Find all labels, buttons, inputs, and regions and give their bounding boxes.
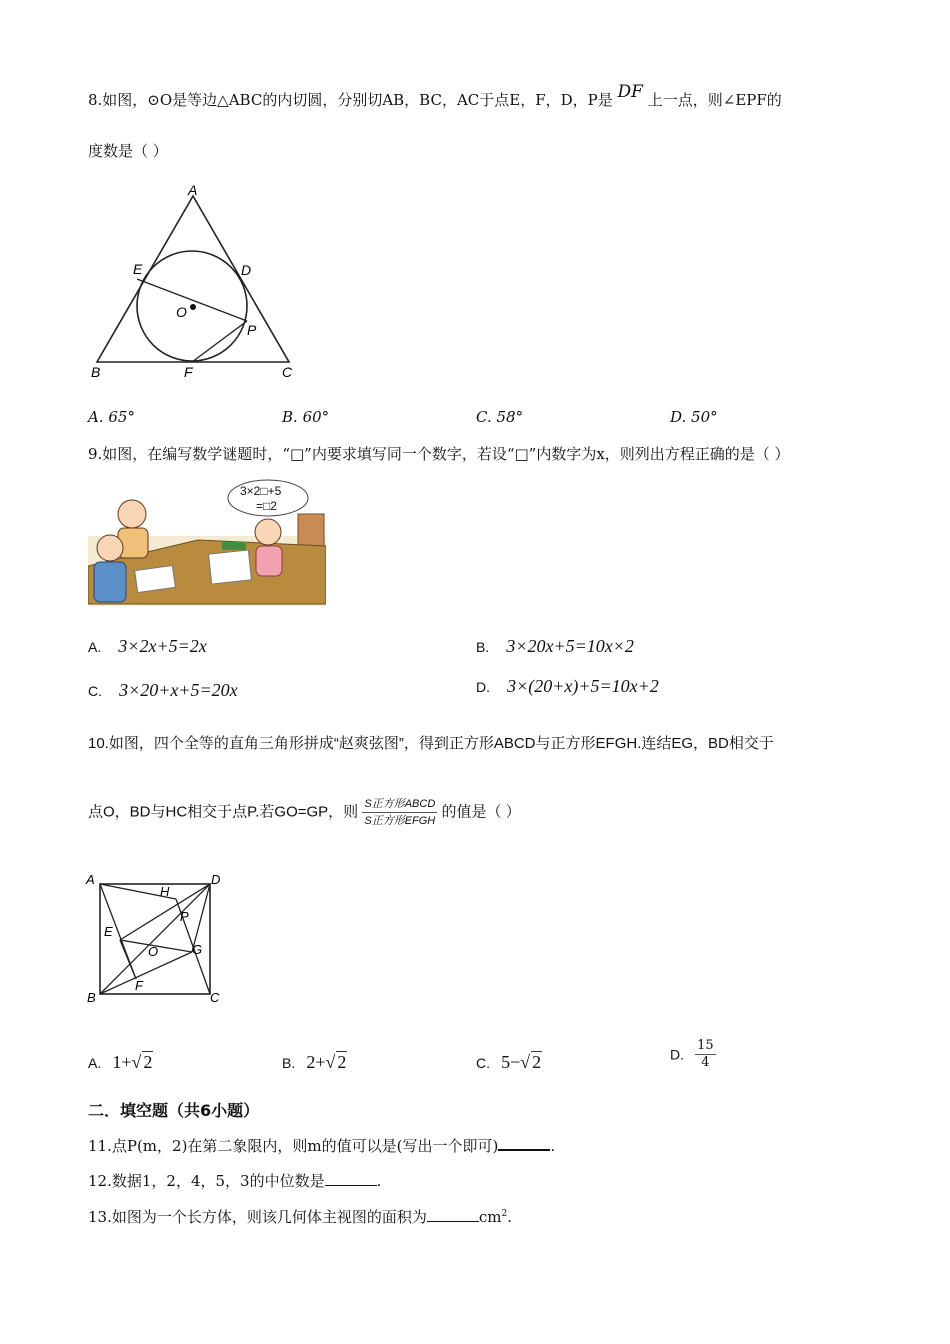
label-b: B xyxy=(87,990,96,1005)
q10-line2: 点O，BD与HC相交于点P.若GO=GP，则 $\frac{\text{S正方形ABCD}}{\text{S正方形EFGH}}$ 的值是（ ） xyxy=(88,798,521,827)
label-f: F xyxy=(184,364,193,380)
q9-option-b: B. 3×20x+5=10x×2 xyxy=(476,636,634,656)
boy-sitting-head xyxy=(97,535,123,561)
q10-option-d: D. $\frac{15}{4}$ xyxy=(670,1038,714,1070)
area-ratio-fraction: $\frac{\text{S正方形ABCD}}{\text{S正方形EFGH}}$ xyxy=(364,798,436,827)
q13-answer-blank[interactable] xyxy=(427,1207,479,1222)
label-e: E xyxy=(104,924,113,939)
label-e: E xyxy=(133,261,143,277)
q10-figure xyxy=(84,870,229,1010)
q12-text: 12.数据1，2，4，5，3的中位数是 . xyxy=(88,1172,382,1190)
boy-standing-head xyxy=(118,500,146,528)
label-a: A xyxy=(188,182,198,198)
q8-option-b: B. 60° xyxy=(282,408,330,426)
label-o: O xyxy=(148,944,159,959)
q9-illustration xyxy=(88,476,326,606)
segment-ep xyxy=(137,279,247,321)
label-b: B xyxy=(91,364,101,380)
q8-figure xyxy=(85,180,305,385)
girl-body xyxy=(256,546,282,576)
q8-line1: 8.如图，⊙O是等边△ABC的内切圆，分别切AB，BC，AC于点E，F，D，P是 DF 上一点，则∠EPF的 xyxy=(88,82,782,109)
label-f: F xyxy=(135,978,143,993)
diagonal-bd xyxy=(100,884,210,994)
book-stack xyxy=(222,542,246,550)
label-h: H xyxy=(160,884,170,899)
section-fill-blank-title: 二．填空题（共6小题） xyxy=(88,1101,260,1120)
q13-text: 13.如图为一个长方体，则该几何体主视图的面积为 $cm^2$. xyxy=(88,1208,512,1226)
label-a: A xyxy=(86,872,95,887)
fraction-15-4: $\frac{15}{4}$ xyxy=(697,1038,714,1070)
triangle-abc xyxy=(97,196,289,362)
q10-option-b: B. 2+√ 2 xyxy=(282,1052,347,1072)
q8-option-a: A. 65° xyxy=(88,408,135,426)
label-d: D xyxy=(241,262,252,278)
q8-line2: 度数是（ ） xyxy=(88,142,168,160)
paper-sheet xyxy=(209,550,252,584)
girl-head xyxy=(255,519,281,545)
bubble-line-1: 3×2□+5 xyxy=(240,484,282,498)
q9-option-d: D. 3×(20+x)+5=10x+2 xyxy=(476,676,659,696)
side-bg xyxy=(100,952,192,994)
q12-answer-blank[interactable] xyxy=(325,1171,377,1186)
bubble-line-2: =□2 xyxy=(256,499,277,513)
q9-option-a: A. 3×2x+5=2x xyxy=(88,636,207,656)
label-c: C xyxy=(282,364,293,380)
boy-sitting-body xyxy=(94,562,126,602)
label-c: C xyxy=(210,990,220,1005)
q9-option-c: C. 3×20+x+5=20x xyxy=(88,680,238,700)
q10-line1: 10.如图，四个全等的直角三角形拼成“赵爽弦图”，得到正方形ABCD与正方形EFGH.连结EG，BD相交于 xyxy=(88,735,774,752)
q8-option-d: D. 50° xyxy=(670,408,718,426)
q11-answer-blank[interactable] xyxy=(498,1135,550,1151)
q10-option-c: C. 5−√ 2 xyxy=(476,1052,542,1072)
label-o: O xyxy=(176,304,187,320)
notebook xyxy=(135,565,176,592)
label-p: P xyxy=(247,322,257,338)
q8-arc-label: DF xyxy=(617,82,643,102)
q8-option-c: C. 58° xyxy=(476,408,524,426)
q11-text: 11.点P(m，2)在第二象限内，则m的值可以是(写出一个即可) . xyxy=(88,1137,556,1155)
label-p: P xyxy=(180,909,189,924)
label-g: G xyxy=(192,942,203,957)
segment-fp xyxy=(192,321,247,362)
q9-text: 9.如图，在编写数学谜题时，“□”内要求填写同一个数字，若设“□”内数字为x，则列出方程正确的是（ ） xyxy=(88,445,790,463)
label-d: D xyxy=(211,872,221,887)
center-dot xyxy=(190,304,196,310)
q10-option-a: A. 1+√ 2 xyxy=(88,1052,153,1072)
